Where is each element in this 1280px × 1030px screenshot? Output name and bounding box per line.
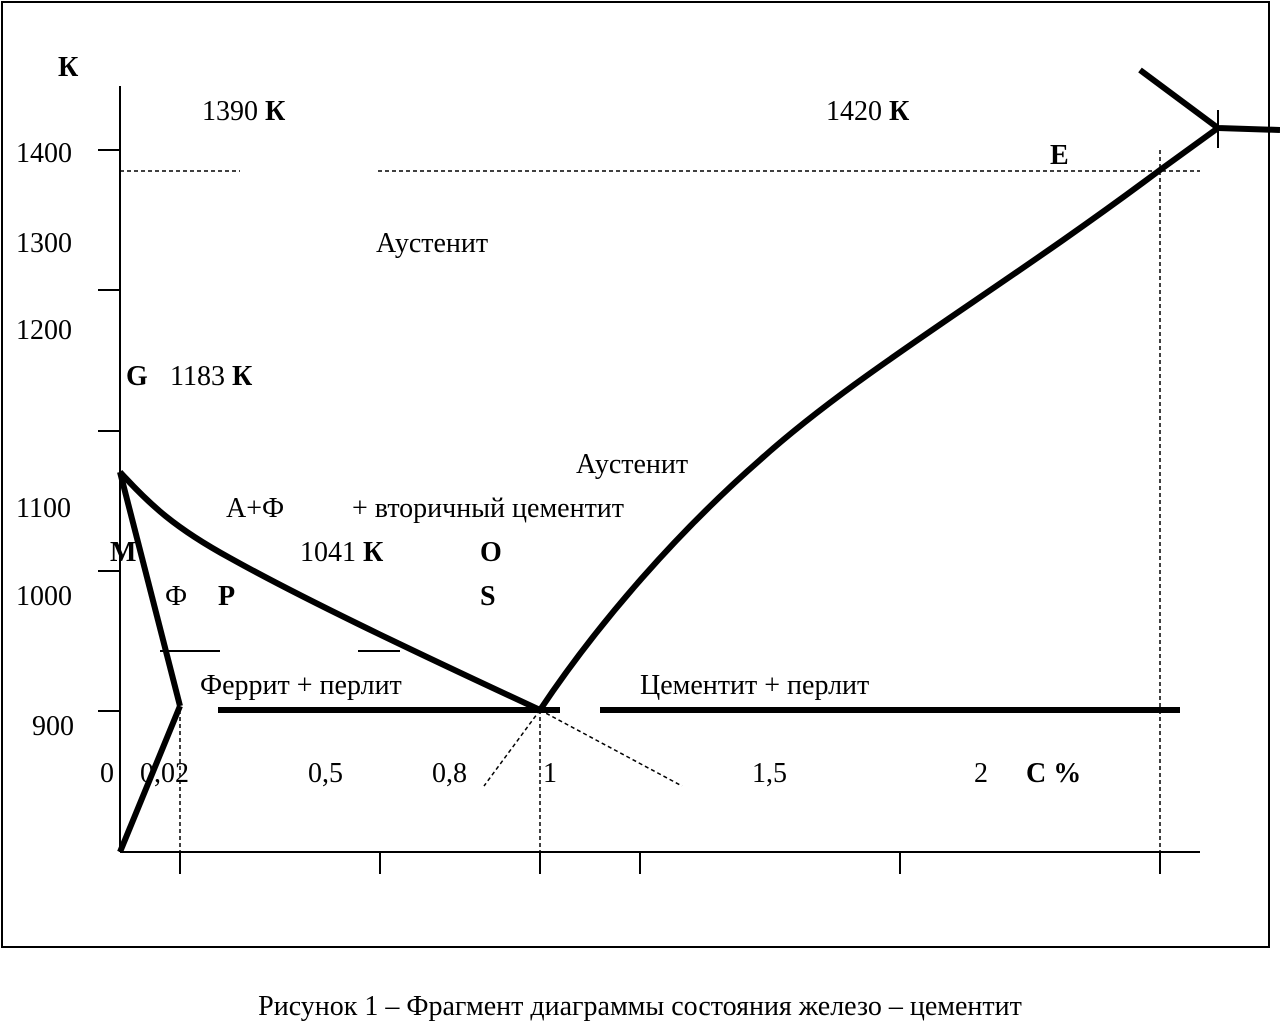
point-m-label: M [110,537,137,568]
ferrite-label: Ф [165,581,188,612]
x-tick-0-8: 0,8 [432,758,467,789]
x-tick-marks [180,852,1160,874]
y-tick-1000: 1000 [16,581,72,612]
temp-1041-label: 1041 К [300,537,384,568]
point-o-label: O [480,537,502,568]
figure-caption: Рисунок 1 – Фрагмент диаграммы состояния железо – цементит [258,991,1022,1022]
x-tick-1: 1 [543,758,557,789]
x-axis-unit: C % [1026,758,1082,789]
point-g-label: G [126,361,148,392]
ferrite-pearlite-label: Феррит + перлит [200,670,402,701]
temp-1420-label: 1420 К [826,96,910,127]
secondary-cementite-label: + вторичный цементит [352,493,625,524]
y-tick-marks [98,150,120,711]
x-tick-0: 0 [100,758,114,789]
austenite-mid-label: Аустенит [576,449,689,480]
austenite-top-label: Аустенит [376,228,489,259]
point-e-label: E [1050,140,1069,171]
temp-1183-label: 1183 К [170,361,253,392]
y-tick-1200: 1200 [16,315,72,346]
x-tick-2: 2 [974,758,988,789]
marker-lines [98,110,1218,651]
y-tick-1100: 1100 [16,493,71,524]
y-tick-1300: 1300 [16,228,72,259]
upper-right-branch [1140,70,1280,130]
y-tick-1400: 1400 [16,138,72,169]
vertical-dashed-guides [180,150,1160,852]
phase-boundaries [120,70,1280,852]
point-p-label: P [218,581,236,612]
temp-1390-label: 1390 К [202,96,286,127]
x-tick-0-02: 0,02 [140,758,189,789]
x-tick-0-5: 0,5 [308,758,343,789]
y-tick-900: 900 [32,711,74,742]
se-line [540,128,1218,710]
cementite-pearlite-label: Цементит + перлит [640,670,870,701]
y-axis-unit: К [58,52,79,83]
a-plus-f-label: А+Ф [226,493,285,524]
point-s-label: S [480,581,496,612]
x-tick-1-5: 1,5 [752,758,787,789]
